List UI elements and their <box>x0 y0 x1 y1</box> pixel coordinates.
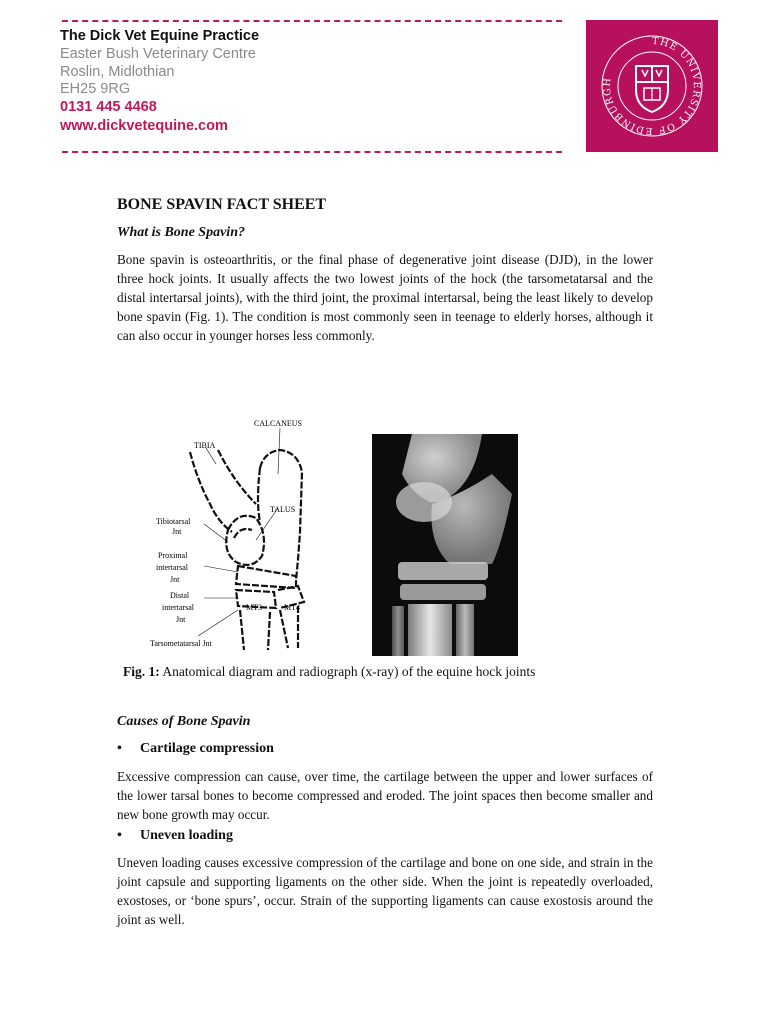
crest-ring-text: THE UNIVERSITY OF EDINBURGH <box>601 35 702 137</box>
website-link[interactable]: www.dickvetequine.com <box>60 118 228 134</box>
cause-1-paragraph: Excessive compression can cause, over time, the cartilage between the upper and lower surfaces of the lower tarsal bones to become compressed and eroded. The joint spaces then become smaller and new bone growth may occur. <box>117 769 653 822</box>
bullet-icon: • <box>117 741 122 756</box>
practice-name: The Dick Vet Equine Practice <box>60 28 260 44</box>
cause-2-heading <box>117 828 233 844</box>
label-proximal: Proximal <box>158 551 188 560</box>
phone-number: 0131 445 4468 <box>60 99 157 115</box>
figure-caption-text: Anatomical diagram and radiograph (x-ray) of the equine hock joints <box>159 664 536 679</box>
label-proximal-intertarsal: intertarsal <box>156 563 188 572</box>
cause-2-paragraph: Uneven loading causes excessive compression of the cartilage and bone on one side, and strain in the joint capsule and supporting ligaments on the other side. When the joint is repeatedly overloaded, exostoses, or ‘bone spurs’, occur. Strain of the supporting ligaments can cause exostosis around the joint as well. <box>117 855 653 927</box>
intro-paragraph: Bone spavin is osteoarthritis, or the final phase of degenerative joint disease (DJD), in the lower three hock joints. It usually affects the two lowest joints of the hock (the tarsometatarsal and the distal intertarsal joints), with the third joint, the proximal intertarsal, being the least likely to develop bone spavin (Fig. 1). The condition is most commonly seen in teenage to elderly horses, although it can also occur in younger horses less commonly. <box>117 252 653 343</box>
cause-2-title: Uneven loading <box>140 828 233 843</box>
label-distal-jnt: Jnt <box>176 615 186 624</box>
bullet-icon: • <box>117 828 122 843</box>
label-tibia: TIBIA <box>194 441 216 450</box>
cause-1-title: Cartilage compression <box>140 741 274 756</box>
label-distal-intertarsal: intertarsal <box>162 603 194 612</box>
bottom-dashed-divider <box>62 151 562 153</box>
address-line-2: Roslin, Midlothian <box>60 64 175 80</box>
cause-1-heading <box>117 741 274 757</box>
university-crest-logo <box>586 20 718 152</box>
causes-heading: Causes of Bone Spavin <box>117 714 251 729</box>
figure-caption <box>123 664 535 680</box>
intro-heading: What is Bone Spavin? <box>117 225 245 240</box>
postcode: EH25 9RG <box>60 81 131 97</box>
label-mt4: MT4 <box>284 603 300 612</box>
label-talus: TALUS <box>270 505 296 514</box>
figure-caption-label: Fig. 1: <box>123 664 160 679</box>
address-line-1: Easter Bush Veterinary Centre <box>60 46 256 62</box>
label-distal: Distal <box>170 591 190 600</box>
label-tibiotarsal: Tibiotarsal <box>156 517 191 526</box>
hock-anatomical-diagram <box>148 412 328 652</box>
hock-radiograph-image <box>372 434 518 656</box>
top-dashed-divider <box>62 20 562 22</box>
document-title: BONE SPAVIN FACT SHEET <box>117 196 327 213</box>
label-mt3: MT3 <box>246 603 262 612</box>
label-calcaneus: CALCANEUS <box>254 419 303 428</box>
label-tarsometatarsal: Tarsometatarsal Jnt <box>150 639 212 648</box>
label-tibiotarsal-jnt: Jnt <box>172 527 182 536</box>
label-proximal-jnt: Jnt <box>170 575 180 584</box>
